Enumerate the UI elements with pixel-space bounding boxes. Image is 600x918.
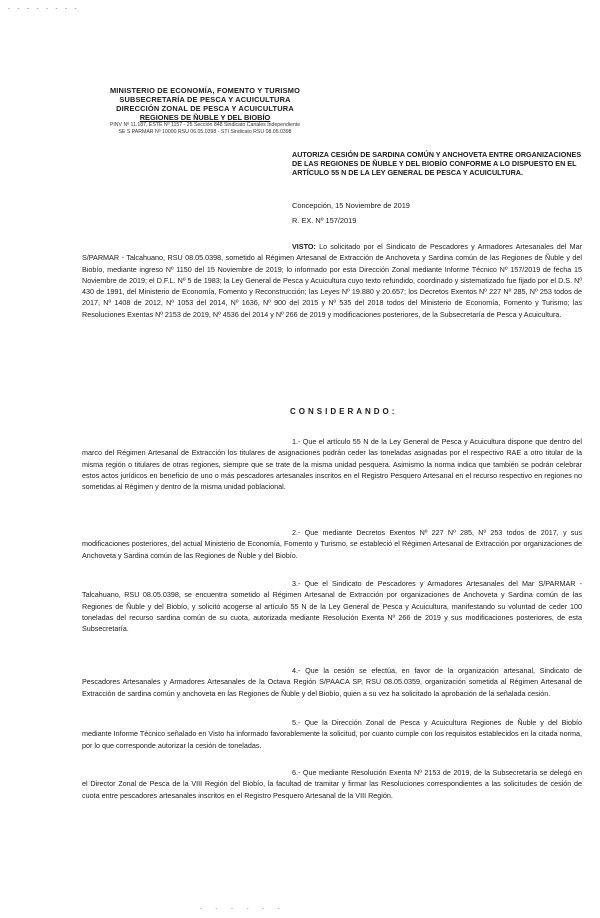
considerando-item bbox=[82, 436, 582, 492]
ministry-name: MINISTERIO DE ECONOMÍA, FOMENTO Y TURISMO bbox=[109, 86, 301, 95]
regiones-name: REGIONES DE ÑUBLE Y DEL BIOBÍO bbox=[139, 113, 271, 122]
considerando-text: 4.- Que la cesión se efectúa, en favor de la organización artesanal, Sindicato de Pescadores Artesanales y Armadores Artesanales de la Octava Región S/PAACA SP, RSU 08.05.0359, organización sometida al Régimen Artesanal de Extracción de sardina común y anchoveta en las Regiones de Ñuble y del Biobío, quien a su vez ha solicitado la aprobación de la señalada cesión. bbox=[82, 666, 582, 698]
considerando-text: 1.- Que el artículo 55 N de la Ley General de Pesca y Acuicultura dispone que dentro del marco del Régimen Artesanal de Extracción los titulares de asignaciones podrán ceder las toneladas asignadas por el respectivo RAE a otro titular de la misma región o titulares de otras regiones, siempre que se trate de la misma unidad pesquera. Asimismo la norma indica que también se podrán celebrar estos actos jurídicos en beneficio de uno o más pescadores artesanales inscritos en el Registro Pesquero Artesanal en el recurso respectivo en regiones no sometidas al Régimen y dentro de la misma unidad poblacional. bbox=[82, 437, 582, 492]
header-reference-line-2: SE S PARMAR Nº 10000 RSU 06.05.0398 - STI Sindicato RSU 08.05.0398 bbox=[118, 129, 292, 135]
considerando-text: 3.- Que el Sindicato de Pescadores y Armadores Artesanales del Mar S/PARMAR - Talcahuano, RSU 08.05.0398, se encuentra sometido al Régimen Artesanal de Extracción por organizaciones de Anchoveta y Sardina común de las Regiones de Ñuble y del Biobío, y solicitó acogerse al artículo 55 N de la Ley General de Pesca y Acuicultura, manifestando su voluntad de ceder 100 toneladas del recurso sardina común de su cuota, autorizada mediante Resolución Exenta Nº 266 de 2019 y sus modificaciones posteriores, de esta Subsecretaría. bbox=[82, 579, 582, 634]
letterhead bbox=[70, 86, 340, 136]
considerando-text: 5.- Que la Dirección Zonal de Pesca y Acuicultura Regiones de Ñuble y del Biobío mediante Informe Técnico señalado en Visto ha informado favorablemente la solicitud, por cuanto cumple con los requisitos establecidos en la citada norma, por lo que corresponde autorizar la cesión de toneladas. bbox=[82, 718, 582, 750]
visto-paragraph bbox=[82, 241, 582, 320]
scan-artifact-marks: - - - - - - bbox=[200, 906, 286, 912]
scan-artifact-marks: - - - - - - - - bbox=[8, 6, 80, 12]
considerando-item bbox=[82, 665, 582, 699]
considerando-item bbox=[82, 767, 582, 801]
direccion-name: DIRECCIÓN ZONAL DE PESCA Y ACUICULTURA bbox=[116, 104, 294, 113]
considerando-item bbox=[82, 527, 582, 561]
considerando-item bbox=[82, 717, 582, 751]
place-and-date: Concepción, 15 Noviembre de 2019 bbox=[292, 201, 410, 210]
considerando-text: 6.- Que mediante Resolución Exenta Nº 2153 de 2019, de la Subsecretaría se delegó en el Director Zonal de Pesca de la VIII Región del Biobío, la facultad de tramitar y firmar las Resoluciones correspondientes a las solicitudes de cesión de cuota entre pescadores artesanales inscritos en el Registro Pesquero Artesanal de la VIII Región. bbox=[82, 768, 582, 800]
considerando-item bbox=[82, 578, 582, 634]
resolution-number: R. EX. Nº 157/2019 bbox=[292, 216, 357, 225]
visto-keyword: VISTO: bbox=[292, 242, 316, 251]
considerando-heading: CONSIDERANDO: bbox=[290, 407, 398, 416]
header-reference-line-1: PINV Nº 11.187, ESTE Nº 1157 - 25 Sección 848 Sindicato Canales Independiente bbox=[109, 122, 301, 128]
visto-text: Lo solicitado por el Sindicato de Pescadores y Armadores Artesanales del Mar S/PARMAR - Talcahuano, RSU 08.05.0398, sometido al Régimen Artesanal de Extracción de Anchoveta y Sardina común de las Regiones de Ñuble y del Biobío, mediante ingreso Nº 1150 del 15 Noviembre de 2019; lo informado por esta Dirección Zonal mediante Informe Técnico Nº 157/2019 de fecha 15 Noviembre de 2019; el D.F.L. Nº 5 de 1983; la Ley General de Pesca y Acuicultura cuyo texto refundido, coordinado y sistematizado fue fijado por el D.S. Nº 430 de 1991, del Ministerio de Economía, Fomento y Reconstrucción; las Leyes Nº 19.880 y 20.657; los Decretos Exentos Nº 227 Nº 285, Nº 253 todos de 2017, Nº 1408 de 2012, Nº 1053 del 2014, Nº 1636, Nº 900 del 2015 y Nº 535 del 2018 todos del Ministerio de Economía, Fomento y Turismo; las Resoluciones Exentas Nº 2153 de 2019, Nº 4536 del 2014 y Nº 266 de 2019 y modificaciones posteriores, de la Subsecretaría de Pesca y Acuicultura. bbox=[82, 242, 582, 319]
resolution-subject: AUTORIZA CESIÓN DE SARDINA COMÚN Y ANCHOVETA ENTRE ORGANIZACIONES DE LAS REGIONES DE ÑUBLE Y DEL BIOBÍO CONFORME A LO DISPUESTO EN EL ARTÍCULO 55 N DE LA LEY GENERAL DE PESCA Y ACUICULTURA. bbox=[292, 150, 582, 178]
subsecretaria-name: SUBSECRETARÍA DE PESCA Y ACUICULTURA bbox=[119, 95, 291, 104]
considerando-text: 2.- Que mediante Decretos Exentos Nº 227 Nº 285, Nº 253 todos de 2017, y sus modificaciones posteriores, del actual Ministerio de Economía, Fomento y Turismo, se estableció el Régimen Artesanal de Extracción por organizaciones de Anchoveta y Sardina común de las Regiones de Ñuble y del Biobío. bbox=[82, 528, 582, 560]
